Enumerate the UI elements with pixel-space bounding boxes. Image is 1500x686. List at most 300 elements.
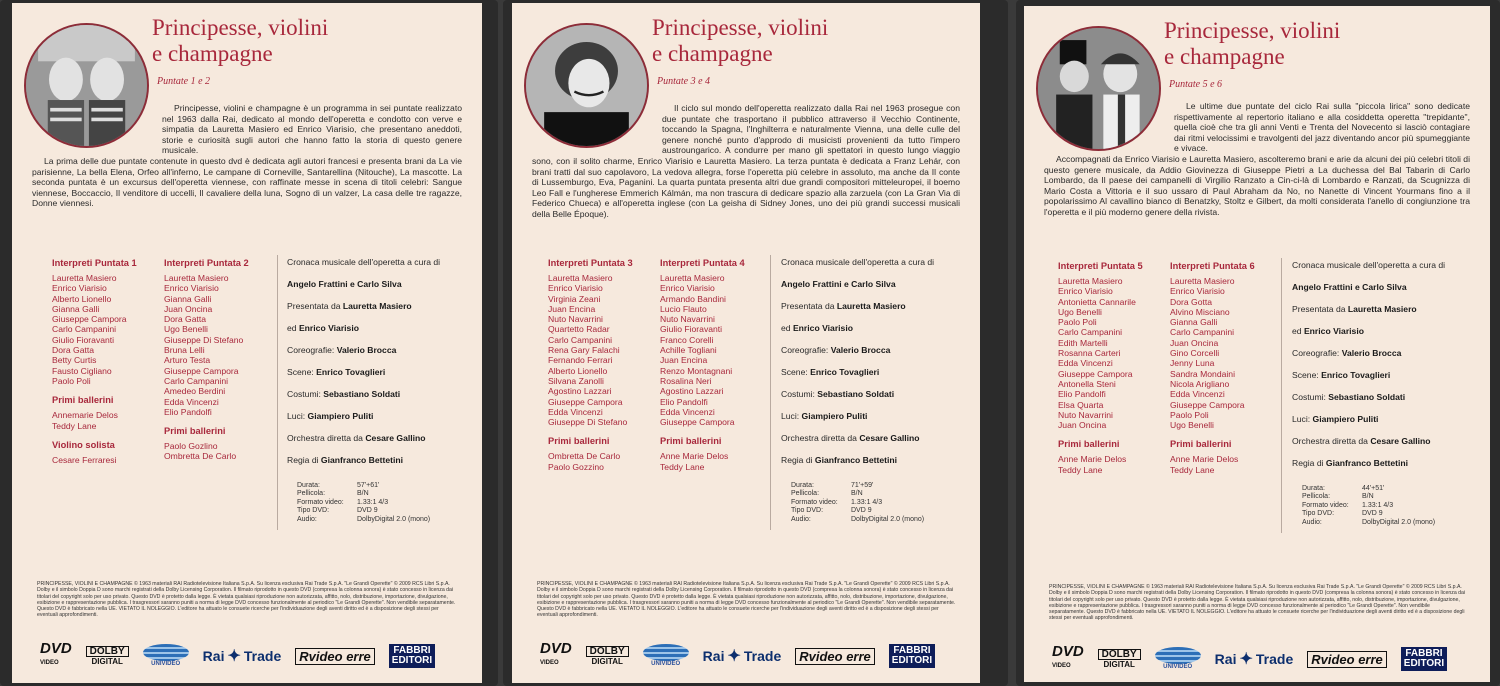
- spec-row: [297, 490, 430, 498]
- cast-name: Dora Gatta: [164, 314, 207, 325]
- cast-name: Juan Encina: [660, 355, 708, 366]
- cast-name: Nicola Arigliano: [1170, 378, 1230, 389]
- section-gap: [164, 417, 249, 426]
- cast-name: Anne Marie Delos: [660, 451, 729, 462]
- cast-name: Paolo Poli: [52, 375, 91, 386]
- cast-column-1: [1058, 261, 1143, 475]
- credit-value: Valerio Brocca: [336, 345, 397, 355]
- videorerre-logo: Rvideo erre: [1307, 651, 1387, 668]
- dolby-text: DIGITAL: [91, 657, 123, 666]
- spec-label: Audio:: [1302, 518, 1322, 526]
- section-heading: Primi ballerini: [660, 436, 722, 447]
- cast-name: Lauretta Masiero: [164, 273, 229, 283]
- spec-label: Audio:: [297, 515, 317, 523]
- spec-label: Formato video:: [297, 498, 344, 506]
- dvd-logo-sub: VIDEO: [1052, 663, 1071, 669]
- rai-star-icon: ✦: [727, 648, 741, 665]
- title-line-1: Principesse, violini: [152, 15, 329, 40]
- credit-line: [781, 345, 934, 367]
- credit-label: Regia di: [1292, 458, 1324, 468]
- spec-row: [791, 482, 924, 490]
- cover-title: [1164, 18, 1340, 70]
- cast-name: Arturo Testa: [164, 355, 211, 366]
- cast-name: Paolo Gozzino: [548, 461, 604, 472]
- section-gap: [52, 386, 137, 395]
- credit-label: Regia di: [781, 455, 813, 465]
- section-gap: [660, 427, 745, 436]
- spec-label: Formato video:: [791, 498, 838, 506]
- cast-name: Elio Pandolfi: [1058, 389, 1106, 400]
- intro-text: [32, 103, 462, 209]
- spec-label: Tipo DVD:: [297, 507, 330, 515]
- cast-name: Ugo Benelli: [1170, 420, 1214, 431]
- credit-value: Cesare Gallino: [1370, 436, 1431, 446]
- spec-row: [1302, 502, 1435, 510]
- cast-name: Enrico Viarisio: [1058, 286, 1113, 297]
- cast-name: Bruna Lelli: [164, 345, 205, 356]
- spec-value: 1.33:1 4/3: [851, 498, 883, 506]
- credit-line: [1292, 282, 1445, 304]
- spec-row: [1302, 493, 1435, 501]
- cast-name: Alvino Misciano: [1170, 306, 1230, 317]
- cast-name: Alberto Lionello: [548, 365, 608, 376]
- credit-label: ed: [287, 323, 297, 333]
- credit-line: [781, 323, 934, 345]
- cast-name: Enrico Viarisio: [548, 283, 603, 294]
- cast-name: Nuto Navarrini: [660, 314, 715, 325]
- cast-name: Rosanna Carteri: [1058, 348, 1121, 359]
- credit-line: [1292, 326, 1445, 348]
- cast-name: Lauretta Masiero: [52, 273, 117, 283]
- credit-value: Valerio Brocca: [1341, 348, 1402, 358]
- spec-row: [791, 516, 924, 524]
- cast-column-1: [52, 258, 137, 465]
- legal-notice: PRINCIPESSE, VIOLINI E CHAMPAGNE © 1963 materiali RAI Radiotelevisione Italiana S.p.A. Su licenza esclusiva Rai Trade S.p.A. "Le Grandi Operette" © 2009 RCS Libri S.p.A. Dolby e il simbolo Doppia D sono marchi registrati della Dolby Licensing Corporation. Il filmato riprodotto in questo DVD (compresa la colonna sonora) è stato concesso in licenza dai titolari del copyright solo per uso privato. Questo DVD è protetto dalla legge. È vietata qualsiasi riproduzione non autorizzata, affitto, nolo, distribuzione, importazione, divulgazione, esibizione e rappresentazione pubblica. I trasgressori saranno puniti a norma di legge DVD concesso funzionalmente al periodico "Le Grandi Operette". Non vendibile separatamente. Questo DVD è fabbricato nella UE. VIETATO IL NOLEGGIO. L'editore ha attuato le consuete ricerche per l'individuazione degli aventi diritto ed è a disposizione degli stessi per eventuali approfondimenti.: [1049, 584, 1466, 622]
- rai-text: Rai: [702, 648, 725, 664]
- photo-spacer: [32, 103, 162, 153]
- rai-trade-logo: [1215, 649, 1294, 669]
- spec-value: DolbyDigital 2.0 (mono): [1362, 518, 1436, 526]
- cast-name: Paolo Poli: [1170, 409, 1209, 420]
- spec-label: Durata:: [1302, 485, 1325, 492]
- spec-value: DVD 9: [851, 507, 872, 515]
- dvd-video-logo: [540, 642, 572, 670]
- credit-value: Giampiero Puliti: [801, 411, 868, 421]
- spec-value: 1.33:1 4/3: [357, 498, 389, 506]
- trade-text: Trade: [743, 648, 782, 664]
- cast-name: Juan Oncina: [1058, 420, 1107, 431]
- intro-text: [532, 103, 960, 220]
- cast-name: Enrico Viarisio: [164, 283, 219, 294]
- credit-label: Luci:: [781, 411, 800, 421]
- spec-value: DolbyDigital 2.0 (mono): [851, 515, 925, 523]
- credit-value: Angelo Frattini e Carlo Silva: [781, 279, 896, 289]
- dvd-logo-text: DVD: [40, 640, 72, 657]
- credit-label: Cronaca musicale dell'operetta a cura di: [781, 257, 935, 267]
- credit-label: Cronaca musicale dell'operetta a cura di: [1292, 260, 1446, 270]
- intro-paragraph: Le ultime due puntate del ciclo Rai sulla "piccola lirica" sono dedicate rispettivamente al repertorio italiano e alla cosiddetta operetta "trepidante", quella cioè che tra gli anni Venti e Trenta del Novecento si lasciò contagiare dai ritmi velocissimi e travolgenti del jazz diventando ancor più spumeggiante e vivace.: [1174, 101, 1470, 154]
- cast-name: Edda Vincenzi: [660, 406, 715, 417]
- univideo-disc-icon: [143, 644, 189, 661]
- spec-row: [297, 499, 430, 507]
- credit-line: [781, 301, 934, 323]
- rai-trade-logo: [203, 646, 282, 666]
- credit-value: Lauretta Masiero: [1347, 304, 1417, 314]
- cast-name: Edda Vincenzi: [1058, 358, 1113, 369]
- videorerre-logo: Rvideo erre: [795, 648, 875, 665]
- credit-line: [781, 279, 934, 301]
- spec-row: [791, 499, 924, 507]
- cast-name: Juan Oncina: [164, 303, 213, 314]
- spec-value: DolbyDigital 2.0 (mono): [357, 515, 431, 523]
- cast-name: Gino Corcelli: [1170, 348, 1220, 359]
- cast-name: Alberto Lionello: [52, 293, 112, 304]
- dvd-video-logo: [1052, 645, 1084, 673]
- credit-line: [781, 433, 934, 455]
- credit-line: [287, 345, 440, 367]
- spec-row: [297, 482, 430, 490]
- spec-row: [791, 490, 924, 498]
- credit-value: Giampiero Puliti: [307, 411, 374, 421]
- credit-line: [287, 323, 440, 345]
- videorerre-logo: Rvideo erre: [295, 648, 375, 665]
- photo-spacer: [1044, 101, 1174, 151]
- subtitle: Puntate 1 e 2: [157, 76, 211, 87]
- credit-label: Scene:: [287, 367, 314, 377]
- section-gap: [548, 427, 633, 436]
- section-heading: Interpreti Puntata 5: [1058, 261, 1143, 271]
- cast-name: Antonella Steni: [1058, 378, 1116, 389]
- cast-name: Franco Corelli: [660, 334, 714, 345]
- cast-name: Edda Vincenzi: [1170, 389, 1225, 400]
- cast-name: Lucio Flauto: [660, 303, 707, 314]
- section-heading: Primi ballerini: [1058, 439, 1120, 450]
- credit-value: Enrico Viarisio: [792, 323, 853, 333]
- credit-label: Regia di: [287, 455, 319, 465]
- section-heading: Interpreti Puntata 4: [660, 258, 745, 268]
- spec-label: Durata:: [297, 482, 320, 489]
- univideo-text: UNIVIDEO: [651, 661, 681, 667]
- cast-column-2: [660, 258, 745, 472]
- credit-value: Valerio Brocca: [830, 345, 891, 355]
- dolby-text: DIGITAL: [591, 657, 623, 666]
- credit-value: Sebastiano Soldati: [817, 389, 895, 399]
- editori-text: EDITORI: [391, 655, 433, 666]
- credit-value: Enrico Tovaglieri: [1321, 370, 1391, 380]
- cast-name: Giulio Fioravanti: [52, 334, 115, 345]
- subtitle: Puntate 5 e 6: [1169, 79, 1223, 90]
- dvd-logo-sub: VIDEO: [540, 660, 559, 666]
- title-line-2: e champagne: [652, 41, 773, 66]
- credits-block: [287, 257, 440, 477]
- cast-name: Giuseppe Campora: [1170, 399, 1245, 410]
- cast-name: Paolo Gozlino: [164, 441, 218, 452]
- section-heading: Interpreti Puntata 1: [52, 258, 137, 268]
- dolby-digital-logo: [586, 646, 629, 666]
- cast-name: Elio Pandolfi: [660, 396, 708, 407]
- cast-name: Armando Bandini: [660, 293, 726, 304]
- back-cover: [1024, 6, 1490, 682]
- univideo-disc-icon: [643, 644, 689, 661]
- univideo-disc-icon: [1155, 647, 1201, 664]
- cast-name: Carlo Campanini: [1170, 327, 1235, 338]
- cast-name: Edda Vincenzi: [548, 406, 603, 417]
- credit-label: Presentata da: [1292, 304, 1346, 314]
- cast-name: Anne Marie Delos: [1170, 454, 1239, 465]
- spec-label: Pellicola:: [791, 490, 820, 498]
- spec-value: 71'+59': [851, 482, 874, 489]
- cast-name: Enrico Viarisio: [660, 283, 715, 294]
- intro-paragraph: Il ciclo sul mondo dell'operetta realizzato dalla Rai nel 1963 prosegue con due puntate che trasportano il pubblico attraverso il Vecchio Continente, toccando la Spagna, l'Inghilterra e naturalmente Vienna, una delle culle del genere nonché punto d'approdo di musicisti provenienti da tutto l'impero austroungarico. A condurre per mano gli spettatori in questo lungo viaggio sono, con il solito charme, Enrico Viarisio e Lauretta Masiero. La terza puntata è dedicata a Franz Lehár, con brani tratti dal suo capolavoro, La vedova allegra, forse l'operetta più celebre in assoluto, ma anche da Il conte di Lussemburgo, Eva, Paganini. La quarta puntata presenta altri due grandi compositori mitteleuropei, il boemo Leo Fall e l'ungherese Emmerich Kálmán, ma non trascura di dedicare spazio alla zarzuela (con La Gran Via di Federico Chueca) e all'operetta inglese (con La geisha di Sidney Jones, uno dei più grandi successi musicali della Belle Époque).: [532, 103, 960, 219]
- cast-name: Dora Gotta: [1170, 296, 1213, 307]
- cast-name: Edith Martelli: [1058, 337, 1108, 348]
- section-heading: Interpreti Puntata 2: [164, 258, 249, 268]
- credit-line: [1292, 414, 1445, 436]
- credit-label: Coreografie:: [287, 345, 335, 355]
- intro-text: [1044, 101, 1470, 218]
- univideo-logo: [1155, 647, 1201, 671]
- spec-row: [297, 507, 430, 515]
- cast-name: Carlo Campanini: [52, 324, 117, 335]
- cast-name: Renzo Montagnani: [660, 365, 733, 376]
- spec-value: DVD 9: [1362, 510, 1383, 518]
- back-cover: [512, 3, 980, 683]
- intro-paragraph: Principesse, violini e champagne è un programma in sei puntate realizzato nel 1963 dalla Rai, dedicato al mondo dell'operetta e condotto con verve e simpatia da Lauretta Masiero ed Enrico Viarisio, che presentano aneddoti, storie e curiosità sugli autori che hanno fatto la storia di questo genere musicale.: [162, 103, 462, 156]
- cast-name: Ombretta De Carlo: [164, 451, 237, 462]
- cast-name: Giulio Fioravanti: [660, 324, 723, 335]
- cast-name: Giuseppe Campora: [164, 365, 239, 376]
- spec-label: Audio:: [791, 515, 811, 523]
- photo-spacer: [532, 103, 662, 153]
- dvd-video-logo: [40, 642, 72, 670]
- cast-name: Rosalina Neri: [660, 375, 712, 386]
- credit-value: Gianfranco Bettetini: [814, 455, 898, 465]
- credit-label: Costumi:: [287, 389, 321, 399]
- tech-specs: [791, 482, 924, 524]
- section-heading: Interpreti Puntata 6: [1170, 261, 1255, 271]
- divider-line: [1281, 258, 1282, 533]
- spec-value: B/N: [1362, 493, 1374, 501]
- credit-line: [781, 411, 934, 433]
- dolby-box: DOLBY: [86, 646, 129, 657]
- rai-trade-logo: [703, 646, 782, 666]
- dolby-text: DIGITAL: [1103, 660, 1135, 669]
- cast-name: Agostino Lazzari: [548, 386, 612, 397]
- cast-name: Giuseppe Campora: [1058, 368, 1133, 379]
- cast-name: Achille Togliani: [660, 345, 717, 356]
- credit-line: [1292, 392, 1445, 414]
- section-heading: Primi ballerini: [548, 436, 610, 447]
- cast-name: Giuseppe Campora: [52, 314, 127, 325]
- divider-line: [277, 255, 278, 530]
- logo-strip: [40, 639, 449, 673]
- credit-value: Enrico Tovaglieri: [316, 367, 386, 377]
- credit-label: Coreografie:: [781, 345, 829, 355]
- section-gap: [1170, 430, 1255, 439]
- section-gap: [1058, 430, 1143, 439]
- cast-name: Lauretta Masiero: [548, 273, 613, 283]
- credit-value: Cesare Gallino: [859, 433, 920, 443]
- dolby-box: DOLBY: [1098, 649, 1141, 660]
- credit-label: Cronaca musicale dell'operetta a cura di: [287, 257, 441, 267]
- cast-name: Edda Vincenzi: [164, 396, 219, 407]
- section-gap: [52, 431, 137, 440]
- intro-paragraph: Accompagnati da Enrico Viarisio e Lauretta Masiero, ascolteremo brani e arie da alcuni dei più celebri titoli di questo genere musicale, da Addio Giovinezza di Giuseppe Pietri a La duchessa del Bal Tabarin di Carlo Lombardo, da Il paese dei campanelli di Virgilio Ranzato a Cin-ci-là di Lombardo e Ranzati, da Scugnizza di Mario Costa a Vittoria e il suo ussaro di Paul Abraham da No, no Nanette di Vincent Yourmans fino a il popolarissimo Al cavallino bianco di Benatzky, Stoltz e Gilbert, da molti considerata l'anello di congiunzione tra l'operetta e il più moderno genere della rivista.: [1044, 153, 1470, 217]
- cast-name: Nuto Navarrini: [1058, 409, 1113, 420]
- spec-row: [1302, 485, 1435, 493]
- credit-value: Enrico Viarisio: [1303, 326, 1364, 336]
- cast-name: Giuseppe Di Stefano: [548, 417, 628, 428]
- cast-name: Teddy Lane: [52, 420, 97, 431]
- cast-name: Dora Gatta: [52, 345, 95, 356]
- spec-label: Pellicola:: [1302, 493, 1331, 501]
- tech-specs: [1302, 485, 1435, 527]
- cast-column-1: [548, 258, 633, 472]
- univideo-logo: [643, 644, 689, 668]
- cast-name: Sandra Mondaini: [1170, 368, 1235, 379]
- cast-name: Virginia Zeani: [548, 293, 601, 304]
- fabbri-text: FABBRI: [893, 645, 931, 656]
- credit-label: Presentata da: [781, 301, 835, 311]
- credit-line: [287, 279, 440, 301]
- credit-value: Lauretta Masiero: [342, 301, 412, 311]
- credit-value: Sebastiano Soldati: [323, 389, 401, 399]
- credit-line: [1292, 436, 1445, 458]
- cast-name: Enrico Viarisio: [52, 283, 107, 294]
- cast-name: Carlo Campanini: [548, 334, 613, 345]
- spec-row: [1302, 510, 1435, 518]
- credit-line: [287, 301, 440, 323]
- credit-value: Giampiero Puliti: [1312, 414, 1379, 424]
- cast-name: Rena Gary Falachi: [548, 345, 620, 356]
- fabbri-text: FABBRI: [1405, 648, 1443, 659]
- credit-value: Sebastiano Soldati: [1328, 392, 1406, 402]
- credit-line: [1292, 260, 1445, 282]
- dolby-digital-logo: [86, 646, 129, 666]
- credit-label: ed: [1292, 326, 1302, 336]
- rai-text: Rai: [202, 648, 225, 664]
- subtitle: Puntate 3 e 4: [657, 76, 711, 87]
- credit-line: [781, 455, 934, 477]
- credit-label: Presentata da: [287, 301, 341, 311]
- spec-value: 57'+61': [357, 482, 380, 489]
- cast-name: Elio Pandolfi: [164, 406, 212, 417]
- spec-row: [297, 516, 430, 524]
- cast-name: Betty Curtis: [52, 355, 97, 366]
- univideo-text: UNIVIDEO: [1163, 664, 1193, 670]
- section-heading: Primi ballerini: [52, 395, 114, 406]
- credit-line: [287, 389, 440, 411]
- credit-line: [781, 257, 934, 279]
- title-line-1: Principesse, violini: [652, 15, 829, 40]
- cast-column-2: [1170, 261, 1255, 475]
- credit-line: [1292, 304, 1445, 326]
- cast-name: Teddy Lane: [1058, 464, 1103, 475]
- spec-row: [1302, 519, 1435, 527]
- credit-line: [287, 367, 440, 389]
- cast-name: Gianna Galli: [52, 303, 100, 314]
- cast-name: Juan Oncina: [1170, 337, 1219, 348]
- credit-label: Luci:: [287, 411, 306, 421]
- cast-name: Paolo Poli: [1058, 317, 1097, 328]
- cast-name: Ugo Benelli: [1058, 306, 1102, 317]
- spec-value: B/N: [851, 490, 863, 498]
- credit-line: [1292, 458, 1445, 480]
- cast-name: Teddy Lane: [1170, 464, 1215, 475]
- spec-value: 44'+51': [1362, 485, 1385, 492]
- editori-text: EDITORI: [891, 655, 933, 666]
- cast-name: Ugo Benelli: [164, 324, 208, 335]
- credit-line: [1292, 348, 1445, 370]
- credit-line: [287, 257, 440, 279]
- cast-name: Lauretta Masiero: [1170, 276, 1235, 286]
- credit-label: ed: [781, 323, 791, 333]
- cover-title: [652, 15, 828, 67]
- cast-name: Carlo Campanini: [1058, 327, 1123, 338]
- credit-value: Enrico Tovaglieri: [810, 367, 880, 377]
- cast-name: Giuseppe Di Stefano: [164, 334, 244, 345]
- cast-name: Fernando Ferrari: [548, 355, 613, 366]
- spec-value: 1.33:1 4/3: [1362, 501, 1394, 509]
- trade-text: Trade: [243, 648, 282, 664]
- section-heading: Interpreti Puntata 3: [548, 258, 633, 268]
- dvd-logo-text: DVD: [540, 640, 572, 657]
- credit-line: [781, 389, 934, 411]
- credit-value: Cesare Gallino: [365, 433, 426, 443]
- credit-label: Scene:: [781, 367, 808, 377]
- cast-name: Giuseppe Campora: [660, 417, 735, 428]
- tech-specs: [297, 482, 430, 524]
- back-cover: [12, 3, 482, 683]
- credits-block: [781, 257, 934, 477]
- credit-value: Gianfranco Bettetini: [1325, 458, 1409, 468]
- spec-label: Tipo DVD:: [791, 507, 824, 515]
- cast-name: Lauretta Masiero: [1058, 276, 1123, 286]
- univideo-text: UNIVIDEO: [151, 661, 181, 667]
- cast-name: Enrico Viarisio: [1170, 286, 1225, 297]
- cast-name: Juan Encina: [548, 303, 596, 314]
- cast-column-2: [164, 258, 249, 462]
- cast-name: Antonietta Cannarile: [1058, 296, 1136, 307]
- spec-label: Durata:: [791, 482, 814, 489]
- credit-label: Orchestra diretta da: [781, 433, 857, 443]
- rai-star-icon: ✦: [227, 648, 241, 665]
- cast-name: Elsa Quarta: [1058, 399, 1104, 410]
- credit-value: Gianfranco Bettetini: [320, 455, 404, 465]
- spec-row: [791, 507, 924, 515]
- rai-text: Rai: [1214, 651, 1237, 667]
- credit-label: Costumi:: [781, 389, 815, 399]
- credit-value: Angelo Frattini e Carlo Silva: [1292, 282, 1407, 292]
- dolby-box: DOLBY: [586, 646, 629, 657]
- cast-name: Giuseppe Campora: [548, 396, 623, 407]
- section-heading: Primi ballerini: [1170, 439, 1232, 450]
- spec-label: Pellicola:: [297, 490, 326, 498]
- cast-name: Quartetto Radar: [548, 324, 610, 335]
- cast-name: Gianna Galli: [1170, 317, 1218, 328]
- credit-label: Orchestra diretta da: [1292, 436, 1368, 446]
- cast-name: Silvana Zanolli: [548, 375, 604, 386]
- cast-name: Annemarie Delos: [52, 410, 118, 421]
- credit-value: Enrico Viarisio: [298, 323, 359, 333]
- spec-value: B/N: [357, 490, 369, 498]
- cast-name: Fausto Cigliano: [52, 365, 112, 376]
- cast-name: Amedeo Berdini: [164, 386, 226, 397]
- credit-line: [287, 455, 440, 477]
- cast-name: Ombretta De Carlo: [548, 451, 621, 462]
- divider-line: [770, 255, 771, 530]
- cast-name: Gianna Galli: [164, 293, 212, 304]
